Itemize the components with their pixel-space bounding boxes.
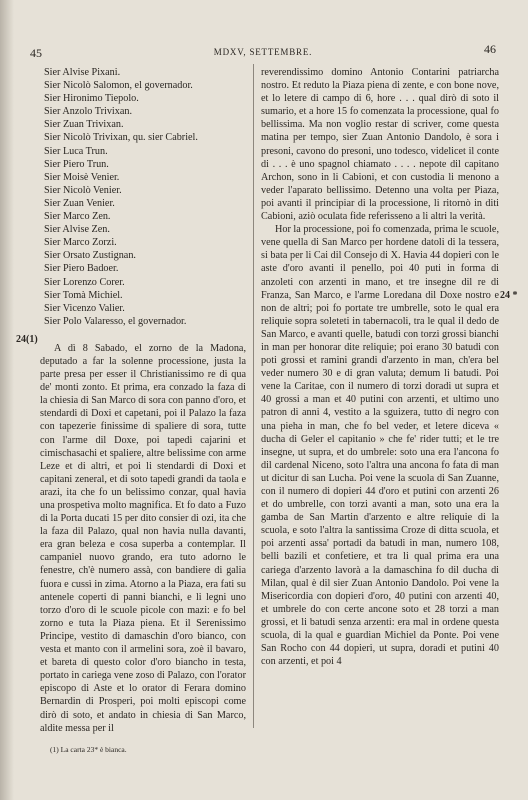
name-list-item: Sier Marco Zorzi. xyxy=(44,237,117,249)
left-column xyxy=(40,66,246,735)
name-list-item: Sier Tomà Michiel. xyxy=(44,289,123,301)
right-paragraph-1: reverendissimo domino Antonio Contarini patriarcha nostro. Et reduto la Piaza piena di zente, e con bone nove, et lo letere di campo di 6, hore . . . qual dirò di soto il sumario, et a hore 15 fo comenzata la processione, qual fo bellissima. Ma non voglio restar di scriver, come questa matina per tempo, sier Zuan Antonio Dandolo, è sora i presoni, cavono do presoni, uno todesco, videlicet il conte di . . . è uno spagnol chiamato . . . . nepote dil capitano Archon, sono in li Cabioni, et con custodia li menono a veder l'aparato bellissimo. Detenno una volta per Piaza, poi avanti il principiar di la processione, li ritornò in diti Cabioni, aziò oculata fide referisseno a li altri la verità. xyxy=(261,67,499,223)
name-list-item: Sier Piero Trun. xyxy=(44,158,109,170)
name-list-item: Sier Hironimo Tiepolo. xyxy=(44,93,139,105)
footnote: (1) La carta 23* è bianca. xyxy=(50,745,127,754)
section-gap xyxy=(40,328,246,342)
name-list-item: Sier Piero Badoer. xyxy=(44,263,119,275)
left-margin-note: 24(1) xyxy=(16,334,38,345)
column-divider xyxy=(253,64,254,728)
name-list-item: Sier Nicolò Venier. xyxy=(44,184,122,196)
name-list-item: Sier Zuan Trivixan. xyxy=(44,119,124,131)
name-list-item: Sier Zuan Venier. xyxy=(44,197,115,209)
name-list-item: Sier Polo Valaresso, el governador. xyxy=(44,315,187,327)
right-page-number: 46 xyxy=(484,42,496,56)
name-list-item: Sier Moisè Venier. xyxy=(44,171,120,183)
left-paragraph: A dì 8 Sabado, el zorno de la Madona, deputado a far la solenne processione, justa la parte presa per esser il Christianissimo re di qua de' monti zonto. Et prima, era conzado la faza di la chiesia di San Marco di sora con panno d'oro, et stendardi di Doxi et capetani, poi il Palazo la faza con tapezerie finissime di spaliere di sora, tutte con l'arme dil Doxe, poi tapedi cajarini et cimischasachi et spaliere, altre belissime con arme Leze et di altri, et poi li stendardi di Doxi et capitani zeneral, et di soto tapedi grandi da taola e arazi, ita che fo un belissimo conzar, qual havia una prospetiva molto magnifica. Et fo dato a Fuzo di la Porta ducati 15 per dito consier di ozi, ita che la faza dil Palazo, qual non havia nulla davanti, era gran beleza e cosa superba a contemplar. Il campaniel nuovo grando, era tuto adorno le fenestre, ch'è numero assà, con bandiere di galia fuora e cussì in zima. Atorno a la Piaza, era fati su antenele coperti di panni bianchi, e li legni uno torzo d'oro di le scuole picole con mazi: e fo bel zorno e tuta la Piaza piena. Et il Serenissimo Principe, vestito di damaschin d'oro bianco, con vesta et manto con il armelini sora, zoè il bavaro, et bareta di questo color d'oro biancho in testa, portato in cariega vene zoso di Palazo, con l'orator episcopo di Aste et lo orator di Ferara domino Bernardin di Prosperi, poi molti episcopi come dirò di soto, et andato in chiesia di San Marco, aldite messa per il xyxy=(40,342,246,734)
name-list-item: Sier Alvise Pixani. xyxy=(44,67,121,78)
page-gutter-shadow xyxy=(0,0,14,800)
page-header xyxy=(30,42,496,60)
running-title: MDXV, SETTEMBRE. xyxy=(213,47,313,57)
name-list-item: Sier Vicenzo Valier. xyxy=(44,302,125,314)
name-list-item: Sier Lorenzo Corer. xyxy=(44,276,125,288)
right-margin-note: 24 * xyxy=(500,290,518,301)
name-list-item: Sier Nicolò Salomon, el governador. xyxy=(44,80,193,92)
name-list-item: Sier Anzolo Trivixan. xyxy=(44,106,133,118)
name-list-item: Sier Alvise Zen. xyxy=(44,224,110,236)
left-page-number: 45 xyxy=(30,46,42,60)
name-list-item: Sier Orsato Zustignan. xyxy=(44,250,136,262)
name-list-item: Sier Nicolò Trivixan, qu. sier Cabriel. xyxy=(44,132,198,144)
name-list-item: Sier Marco Zen. xyxy=(44,211,111,223)
name-list-item: Sier Luca Trun. xyxy=(44,145,108,157)
right-column xyxy=(261,66,499,668)
right-paragraph-2: Hor la processione, poi fo comenzada, prima le scuole, vene quella di San Marco per hordene datoli di la tessera, si bata per li Cai dil Consejo di X. Havia 44 dopieri con le aste d'oro avanti il penello, poi 40 puti in forma di anzoleti con arzenti in mano, et tre insegne dil re di Franza, San Marco, e l'arme Loredana dil Doxe nostro e non de altri; poi fo portate tre umbrelle, soto le qual era reliquie sopra soleteti in tabernacoli, tra le qual il dedo de San Marco, e avanti quelle, batudi con torzi grossi bianchi in man per honorar dite reliquie; poi erano 30 batudi con poti grossi et ramini grandi d'arzento in man, ch'era bel veder numero 30 e di gran valuta; demum li batudi. Poi vene la Caritae, con il numero di torzi doradi ut supra et 40 grossi a man et 40 putini con arzenti, et ultimo uno patron di anni 4, vestito a la sguizera, tutto di negro con una pieha in man, che fo bel veder, et letere diceva « ducha di Geler el capitanio » che fe' rider tutti; et le tre insegne, ut supra, et do umbrele: soto una era l'ancona fo dil cardenal Niceno, soto l'altra una ancona fo fata di man ut dicitur di san Lucha. Poi vene la scuola di San Zuanne, con il numero di dopieri 44 d'oro et putini con arzenti 26 et do umbrelle, con torzi avanti a man, soto una era la gamba de San Martin d'arzento e altre reliquie di la scuola, e soto l'altra la santissima Croze di ditta scuola, et poi arzenti assa' portadi da batudi in man, numero 108, belli bazili et confetiere, et tra li qual prima era una cariega d'arzento lavorà a la damaschina fo dil ducha di Milan, qual è dil sier Zuan Antonio Dandolo. Poi vene la Misericordia con dopieri d'oro, 40 putini con arzenti 40, et umbrele do con certe ancone soto et 28 torzi a man grossi, et li batudi senza arzenti: era mal in ordene questa scuola, di la qual e guardian Michiel da Ponte. Poi vene San Rocho con 44 dopieri, ut supra, doradi et putini 40 con arzenti, et poi 4 xyxy=(261,224,499,668)
name-list xyxy=(40,66,246,328)
